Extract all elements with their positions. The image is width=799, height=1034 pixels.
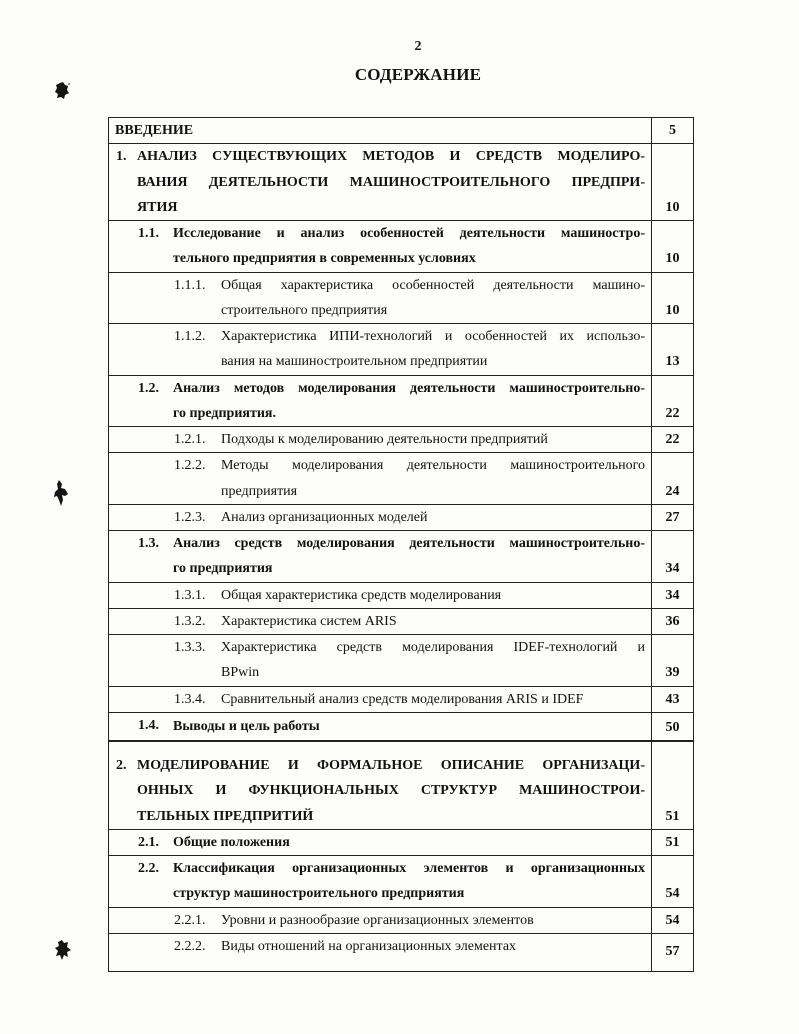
- toc-entry-title: [109, 687, 651, 712]
- toc-entry-page-cell: [651, 908, 693, 933]
- toc-entry-title: [109, 856, 651, 907]
- toc-entry-line: Анализ средств моделирования деятельности машиностроительно-: [173, 536, 645, 551]
- toc-entry-number: 1.1.2.: [174, 329, 206, 344]
- toc-entry-page: 50: [665, 719, 680, 735]
- toc-entry: [109, 144, 693, 221]
- toc-entry-title: [109, 713, 651, 740]
- toc-entry: [109, 453, 693, 505]
- toc-entry: [109, 273, 693, 325]
- toc-entry-line: МОДЕЛИРОВАНИЕ И ФОРМАЛЬНОЕ ОПИСАНИЕ ОРГАНИЗАЦИ-: [137, 758, 645, 773]
- toc-entry-number: 2.1.: [138, 834, 159, 850]
- toc-entry-title: [109, 531, 651, 582]
- toc-entry-number: 2.2.2.: [174, 938, 206, 954]
- toc-entry-page: 39: [665, 665, 680, 681]
- toc-entry-page-cell: [651, 453, 693, 504]
- toc-entry-line: АНАЛИЗ СУЩЕСТВУЮЩИХ МЕТОДОВ И СРЕДСТВ МОДЕЛИРО-: [137, 149, 645, 165]
- toc-entry-line: го предприятия: [173, 561, 273, 577]
- toc-entry-page-cell: [651, 830, 693, 855]
- toc-entry: [109, 687, 693, 713]
- toc-entry-number: 2.: [116, 758, 127, 773]
- toc-entry-line: предприятия: [221, 483, 298, 499]
- toc-entry-page: 34: [665, 587, 680, 603]
- toc-entry-title: [109, 376, 651, 427]
- toc-entry: [109, 118, 693, 144]
- toc-entry-number: 1.3.3.: [174, 640, 206, 655]
- toc-entry-line: Виды отношений на организационных элементах: [221, 938, 517, 954]
- toc-entry-line: тельного предприятия в современных условиях: [173, 251, 476, 267]
- toc-entry-title: [109, 934, 651, 971]
- toc-entry-line: ОННЫХ И ФУНКЦИОНАЛЬНЫХ СТРУКТУР МАШИНОСТРОИ-: [137, 783, 645, 799]
- toc-entry-title: [109, 583, 651, 608]
- toc-entry-page-cell: [651, 531, 693, 582]
- toc-entry-number: 1.2.3.: [174, 509, 206, 525]
- toc-entry-line: Общая характеристика особенностей деятельности машино-: [221, 277, 645, 293]
- toc-entry-number: 1.3.4.: [174, 691, 206, 707]
- toc-entry-line: Характеристика средств моделирования IDEF-технологий и: [221, 640, 645, 655]
- toc-entry-page-cell: [651, 609, 693, 634]
- toc-entry-line: го предприятия.: [173, 405, 276, 421]
- toc-entry-title: [109, 830, 651, 855]
- toc-entry-line: BPwin: [221, 665, 260, 681]
- toc-entry: [109, 427, 693, 453]
- toc-entry-page-cell: [651, 856, 693, 907]
- toc-entry-title: [109, 324, 651, 375]
- page-number: 2: [414, 39, 422, 54]
- ink-blot: [55, 940, 71, 960]
- toc-entry-page-cell: [651, 505, 693, 530]
- toc-entry-number: 1.4.: [138, 717, 159, 733]
- toc-entry-number: 1.3.1.: [174, 587, 206, 603]
- toc-entry-page: 51: [665, 808, 680, 824]
- toc-entry-page-cell: [651, 273, 693, 324]
- toc-entry: [109, 934, 693, 972]
- toc-entry-number: 1.1.1.: [174, 277, 206, 293]
- toc-entry-page: 57: [665, 943, 680, 959]
- toc-entry-page-cell: [651, 713, 693, 740]
- toc-entry-line: вания на машиностроительном предприятии: [221, 354, 488, 370]
- toc-entry-page: 10: [665, 302, 680, 318]
- toc-entry-page-cell: [651, 221, 693, 272]
- toc-entry-page-cell: [651, 376, 693, 427]
- toc-entry-line: ВАНИЯ ДЕЯТЕЛЬНОСТИ МАШИНОСТРОИТЕЛЬНОГО ПРЕДПРИ-: [137, 174, 645, 190]
- toc-entry-title: [109, 453, 651, 504]
- toc-entry-page: 54: [665, 886, 680, 902]
- toc-entry-line: ВВЕДЕНИЕ: [115, 123, 194, 138]
- toc-entry: [109, 376, 693, 428]
- toc-entry-line: Методы моделирования деятельности машиностроительного: [221, 458, 645, 474]
- toc-entry-line: Сравнительный анализ средств моделирования ARIS и IDEF: [221, 691, 584, 707]
- toc-entry-page: 27: [665, 509, 680, 525]
- toc-entry-page: 51: [665, 834, 680, 850]
- toc-entry: [109, 609, 693, 635]
- toc-entry-page: 10: [665, 251, 680, 267]
- toc-entry-title: [109, 427, 651, 452]
- toc-entry-line: Характеристика систем ARIS: [221, 613, 397, 629]
- toc-entry-line: ЯТИЯ: [137, 199, 178, 215]
- toc-entry-line: Классификация организационных элементов и организационных: [173, 861, 645, 876]
- toc-entry-line: Исследование и анализ особенностей деятельности машиностро-: [173, 226, 645, 241]
- toc-entry-number: 1.2.1.: [174, 432, 206, 447]
- toc-entry-title: [109, 118, 651, 143]
- toc-entry-page: 34: [665, 561, 680, 577]
- toc-entry-line: Выводы и цель работы: [173, 718, 320, 734]
- toc-entry-line: структур машиностроительного предприятия: [173, 886, 465, 902]
- toc-entry: [109, 635, 693, 687]
- toc-entry-page-cell: [651, 635, 693, 686]
- toc-entry-number: 1.3.2.: [174, 613, 206, 629]
- toc-entry-title: [109, 908, 651, 933]
- toc-entry-page-cell: [651, 144, 693, 220]
- toc-entry-page: 13: [665, 354, 680, 370]
- toc-entry-number: 1.2.2.: [174, 458, 206, 474]
- toc-entry: [109, 856, 693, 908]
- toc-entry-page-cell: [651, 742, 693, 829]
- toc-entry-title: [109, 144, 651, 220]
- toc-entry-title: [109, 635, 651, 686]
- toc-entry-page-cell: [651, 583, 693, 608]
- toc-entry-number: 1.: [116, 149, 127, 165]
- toc-entry-number: 1.2.: [138, 380, 159, 396]
- toc-entry-page: 10: [665, 199, 680, 215]
- toc-entry: [109, 221, 693, 273]
- toc-entry-title: [109, 742, 651, 829]
- toc-entry-line: Подходы к моделированию деятельности предприятий: [221, 432, 548, 447]
- ink-blot: [54, 82, 70, 100]
- toc-entry-title: [109, 273, 651, 324]
- toc-entry-number: 1.3.: [138, 536, 159, 551]
- toc-entry-page: 43: [665, 691, 680, 707]
- toc-entry-line: Общая характеристика средств моделирования: [221, 587, 502, 603]
- toc-entry-page: 22: [665, 432, 680, 447]
- toc-entry-page: 22: [665, 405, 680, 421]
- toc-entry: [109, 531, 693, 583]
- toc-entry-page-cell: [651, 118, 693, 143]
- toc-entry: [109, 741, 693, 830]
- ink-blot: [52, 480, 70, 506]
- toc-entry: [109, 583, 693, 609]
- toc-entry-line: строительного предприятия: [221, 302, 388, 318]
- toc-entry-title: [109, 609, 651, 634]
- toc-entry-line: Уровни и разнообразие организационных элементов: [221, 912, 534, 928]
- toc-entry-line: Характеристика ИПИ-технологий и особенностей их использо-: [221, 329, 645, 344]
- page-title: СОДЕРЖАНИЕ: [354, 65, 482, 84]
- toc-entry-number: 2.2.1.: [174, 912, 206, 928]
- toc-entry-page-cell: [651, 687, 693, 712]
- toc-entry: [109, 908, 693, 934]
- toc-entry-number: 2.2.: [138, 861, 159, 876]
- toc-entry: [109, 324, 693, 376]
- toc-entry-page-cell: [651, 934, 693, 971]
- toc-entry-title: [109, 505, 651, 530]
- toc-entry-line: ТЕЛЬНЫХ ПРЕДПРИТИЙ: [137, 808, 314, 824]
- toc-entry-page: 36: [665, 613, 680, 629]
- toc-entry-page: 5: [669, 123, 676, 138]
- toc-entry-line: Анализ организационных моделей: [221, 509, 428, 525]
- toc-entry-page-cell: [651, 324, 693, 375]
- toc-table: [108, 117, 694, 972]
- toc-entry-title: [109, 221, 651, 272]
- toc-entry-number: 1.1.: [138, 226, 159, 241]
- toc-entry-line: Общие положения: [173, 834, 290, 850]
- toc-entry: [109, 830, 693, 856]
- toc-entry-page: 24: [665, 483, 680, 499]
- toc-entry-line: Анализ методов моделирования деятельности машиностроительно-: [173, 380, 645, 396]
- toc-entry-page: 54: [665, 912, 680, 928]
- toc-entry: [109, 505, 693, 531]
- toc-entry-page-cell: [651, 427, 693, 452]
- toc-entry: [109, 713, 693, 741]
